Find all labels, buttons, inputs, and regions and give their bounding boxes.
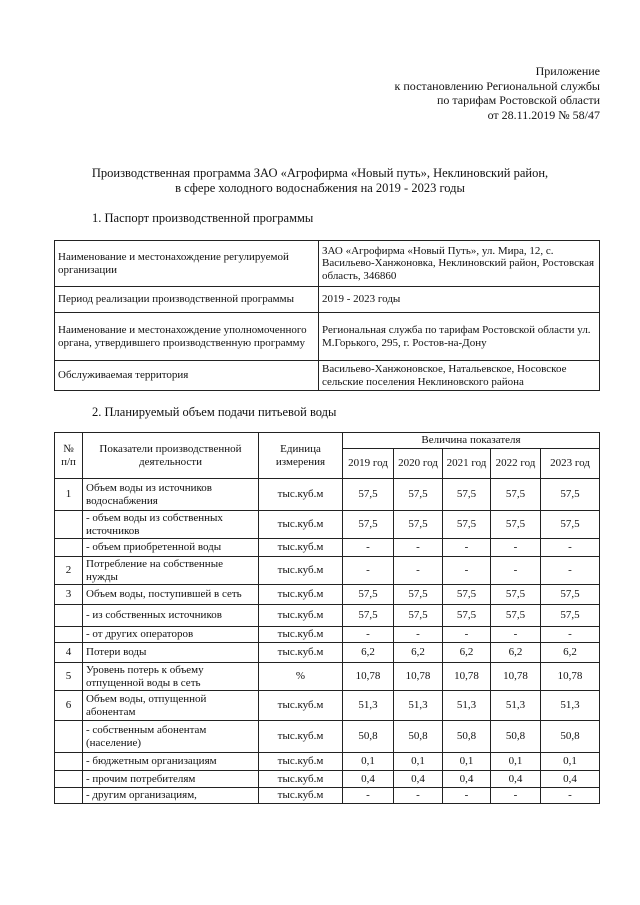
value-cell: 0,4	[343, 771, 394, 788]
value-cell: 57,5	[491, 511, 541, 539]
value-cell: 6,2	[343, 643, 394, 663]
value-cell: 57,5	[343, 479, 394, 511]
value-cell: 0,4	[394, 771, 443, 788]
row-number	[55, 753, 83, 771]
value-cell: 57,5	[541, 479, 600, 511]
unit-cell: %	[259, 663, 343, 691]
table-row	[55, 557, 600, 585]
header-row	[55, 433, 600, 449]
value-cell: 50,8	[491, 721, 541, 753]
appendix-line: Приложение	[535, 64, 600, 78]
value-cell: 10,78	[394, 663, 443, 691]
value-cell: 57,5	[343, 605, 394, 627]
unit-cell: тыс.куб.м	[259, 788, 343, 804]
value-cell: 51,3	[343, 691, 394, 721]
row-number	[55, 539, 83, 557]
header-year: 2019 год	[343, 449, 394, 479]
value-cell: 57,5	[343, 511, 394, 539]
indicator-name: Уровень потерь к объему отпущенной воды в сеть	[83, 663, 259, 691]
value-cell: -	[491, 788, 541, 804]
passport-row	[55, 287, 600, 313]
row-number: 2	[55, 557, 83, 585]
value-cell: 0,4	[541, 771, 600, 788]
value-cell: 0,1	[343, 753, 394, 771]
title-line: Производственная программа ЗАО «Агрофирма «Новый путь», Неклиновский район,	[91, 166, 549, 180]
unit-cell: тыс.куб.м	[259, 771, 343, 788]
indicator-name: - бюджетным организациям	[83, 753, 259, 771]
row-number: 1	[55, 479, 83, 511]
value-cell: 57,5	[491, 605, 541, 627]
indicator-name: - из собственных источников	[83, 605, 259, 627]
header-year: 2022 год	[491, 449, 541, 479]
appendix-header	[395, 64, 600, 122]
indicator-name: Потери воды	[83, 643, 259, 663]
value-cell: 57,5	[491, 585, 541, 605]
unit-cell: тыс.куб.м	[259, 691, 343, 721]
row-number	[55, 605, 83, 627]
table-row	[55, 663, 600, 691]
value-cell: 51,3	[541, 691, 600, 721]
value-cell: 0,1	[541, 753, 600, 771]
value-cell: -	[541, 557, 600, 585]
value-cell: 50,8	[394, 721, 443, 753]
header-value: Величина показателя	[343, 433, 600, 449]
indicator-name: - другим организациям,	[83, 788, 259, 804]
value-cell: -	[394, 539, 443, 557]
value-cell: -	[443, 557, 491, 585]
passport-label: Обслуживаемая территория	[55, 361, 319, 391]
unit-cell: тыс.куб.м	[259, 585, 343, 605]
value-cell: 50,8	[343, 721, 394, 753]
passport-label: Период реализации производственной программы	[55, 287, 319, 313]
value-cell: -	[394, 627, 443, 643]
passport-row	[55, 361, 600, 391]
unit-cell: тыс.куб.м	[259, 605, 343, 627]
value-cell: 57,5	[443, 585, 491, 605]
value-cell: 57,5	[443, 511, 491, 539]
row-number	[55, 511, 83, 539]
header-unit: Единица измерения	[259, 433, 343, 479]
indicator-name: Объем воды из источников водоснабжения	[83, 479, 259, 511]
value-cell: -	[491, 539, 541, 557]
value-cell: -	[343, 788, 394, 804]
unit-cell: тыс.куб.м	[259, 721, 343, 753]
table-row	[55, 643, 600, 663]
unit-cell: тыс.куб.м	[259, 627, 343, 643]
value-cell: 6,2	[491, 643, 541, 663]
value-cell: 51,3	[443, 691, 491, 721]
value-cell: 10,78	[491, 663, 541, 691]
title-line: в сфере холодного водоснабжения на 2019 - 2023 годы	[175, 181, 465, 195]
value-cell: -	[491, 627, 541, 643]
value-cell: 57,5	[394, 479, 443, 511]
table-row	[55, 753, 600, 771]
value-cell: 50,8	[541, 721, 600, 753]
volume-table	[54, 432, 600, 804]
header-year: 2023 год	[541, 449, 600, 479]
table-row	[55, 585, 600, 605]
header-year: 2020 год	[394, 449, 443, 479]
passport-label: Наименование и местонахождение уполномоченного органа, утвердившего производственную программу	[55, 313, 319, 361]
value-cell: -	[541, 627, 600, 643]
value-cell: -	[343, 627, 394, 643]
row-number	[55, 788, 83, 804]
value-cell: 57,5	[541, 585, 600, 605]
table-row	[55, 627, 600, 643]
row-number	[55, 627, 83, 643]
indicator-name: - от других операторов	[83, 627, 259, 643]
value-cell: -	[343, 539, 394, 557]
header-indicator: Показатели производственной деятельности	[83, 433, 259, 479]
unit-cell: тыс.куб.м	[259, 753, 343, 771]
value-cell: -	[394, 557, 443, 585]
value-cell: 57,5	[394, 511, 443, 539]
unit-cell: тыс.куб.м	[259, 539, 343, 557]
row-number	[55, 721, 83, 753]
value-cell: 57,5	[343, 585, 394, 605]
value-cell: 10,78	[343, 663, 394, 691]
value-cell: 0,1	[491, 753, 541, 771]
value-cell: -	[394, 788, 443, 804]
table-row	[55, 511, 600, 539]
section-heading-passport: 1. Паспорт производственной программы	[92, 211, 314, 225]
value-cell: 10,78	[541, 663, 600, 691]
passport-value: ЗАО «Агрофирма «Новый Путь», ул. Мира, 12, с. Васильево-Ханжоновка, Неклиновский район, Ростовская область, 346860	[319, 241, 600, 287]
indicator-name: - собственным абонентам (население)	[83, 721, 259, 753]
indicator-name: Объем воды, поступившей в сеть	[83, 585, 259, 605]
passport-value: 2019 - 2023 годы	[319, 287, 600, 313]
value-cell: -	[491, 557, 541, 585]
value-cell: 57,5	[541, 511, 600, 539]
row-number: 4	[55, 643, 83, 663]
value-cell: 6,2	[394, 643, 443, 663]
value-cell: 0,4	[491, 771, 541, 788]
value-cell: 0,1	[443, 753, 491, 771]
appendix-line: по тарифам Ростовской области	[436, 93, 600, 107]
unit-cell: тыс.куб.м	[259, 479, 343, 511]
table-row	[55, 691, 600, 721]
unit-cell: тыс.куб.м	[259, 511, 343, 539]
value-cell: 51,3	[491, 691, 541, 721]
table-row	[55, 771, 600, 788]
indicator-name: Объем воды, отпущенной абонентам	[83, 691, 259, 721]
value-cell: 6,2	[443, 643, 491, 663]
indicator-name: - объем воды из собственных источников	[83, 511, 259, 539]
row-number: 3	[55, 585, 83, 605]
indicator-name: Потребление на собственные нужды	[83, 557, 259, 585]
section-heading-volume: 2. Планируемый объем подачи питьевой воды	[92, 405, 337, 419]
value-cell: -	[541, 539, 600, 557]
row-number	[55, 771, 83, 788]
value-cell: 57,5	[394, 585, 443, 605]
table-row	[55, 605, 600, 627]
value-cell: 0,1	[394, 753, 443, 771]
appendix-line: к постановлению Региональной службы	[394, 78, 600, 93]
value-cell: 57,5	[491, 479, 541, 511]
indicator-name: - прочим потребителям	[83, 771, 259, 788]
appendix-line: от 28.11.2019 № 58/47	[487, 107, 600, 122]
unit-cell: тыс.куб.м	[259, 557, 343, 585]
passport-value: Васильево-Ханжоновское, Натальевское, Носовское сельские поселения Неклиновского района	[319, 361, 600, 391]
value-cell: 57,5	[443, 605, 491, 627]
value-cell: -	[443, 788, 491, 804]
value-cell: -	[443, 627, 491, 643]
row-number: 5	[55, 663, 83, 691]
header-num: № п/п	[55, 433, 83, 479]
row-number: 6	[55, 691, 83, 721]
value-cell: -	[443, 539, 491, 557]
value-cell: 10,78	[443, 663, 491, 691]
value-cell: 51,3	[394, 691, 443, 721]
unit-cell: тыс.куб.м	[259, 643, 343, 663]
table-row	[55, 479, 600, 511]
passport-label: Наименование и местонахождение регулируемой организации	[55, 241, 319, 287]
passport-value: Региональная служба по тарифам Ростовской области ул. М.Горького, 295, г. Ростов-на-Дону	[319, 313, 600, 361]
passport-table	[54, 240, 600, 391]
table-row	[55, 539, 600, 557]
value-cell: 57,5	[443, 479, 491, 511]
value-cell: 50,8	[443, 721, 491, 753]
value-cell: -	[343, 557, 394, 585]
table-row	[55, 788, 600, 804]
value-cell: 57,5	[394, 605, 443, 627]
value-cell: 57,5	[541, 605, 600, 627]
passport-row	[55, 241, 600, 287]
document-title	[0, 166, 640, 196]
value-cell: 0,4	[443, 771, 491, 788]
value-cell: 6,2	[541, 643, 600, 663]
indicator-name: - объем приобретенной воды	[83, 539, 259, 557]
passport-row	[55, 313, 600, 361]
header-year: 2021 год	[443, 449, 491, 479]
value-cell: -	[541, 788, 600, 804]
table-row	[55, 721, 600, 753]
